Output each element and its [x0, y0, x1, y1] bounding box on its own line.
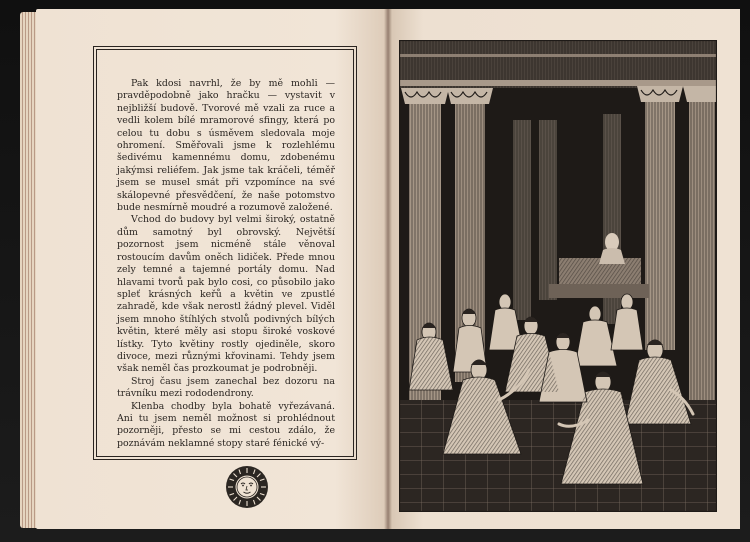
book-gutter: [384, 9, 392, 529]
engraving-illustration: [399, 40, 717, 512]
left-page: [36, 9, 388, 529]
paragraph-4: Klenba chodby byla bohatě vyřezávaná. Ani tu jsem neměl možnost si prohlédnout pozorněji, přesto se mi cestou zdálo, že poznávám neklamné stopy staré fénické vý-: [117, 400, 335, 449]
right-page: [388, 9, 740, 529]
paragraph-3: Stroj času jsem zanechal bez dozoru na trávníku mezi rododendrony.: [117, 375, 335, 400]
paragraph-1: Pak kdosi navrhl, že by mě mohli — pravděpodobně jako hračku — vystavit v nejbližší budově. Tvorové mě vzali za ruce a vedli kolem bílé mramorové sfingy, která po celou tu dobu s úsměvem sledovala moje ohromení. Směřovali jsme k rozlehlému šedivému kamennému domu, zdobenému jakýmsi reliéfem. Jak jsme tak kráčeli, téměř jsem se musel smát při vzpomínce na své skálopevné přesvědčení, že naše potomstvo bude nesmírně moudré a rozumově založené.: [117, 78, 335, 214]
sun-face-ornament: [224, 464, 270, 510]
paragraph-2: Vchod do budovy byl velmi široký, ostatně dům samotný byl obrovský. Největší pozornost jsem nicméně stále věnoval rostoucím davům oněch lidiček. Přede mnou zely temné a tajemné portály domu. Nad hlavami tvorů pak bylo cosi, co působilo jako spleť krásných keřů a květin ve zpustlé zahradě, kde však nerostl žádný plevel. Viděl jsem mnoho štíhlých stvolů podivných bílých květin, které měly asi stopu široké voskové lístky. Tyto květiny rostly ojediněle, skoro divoce, mezi různými křovinami. Tehdy jsem však neměl čas prozkoumat je podrobněji.: [117, 214, 335, 375]
text-frame: [96, 49, 354, 457]
